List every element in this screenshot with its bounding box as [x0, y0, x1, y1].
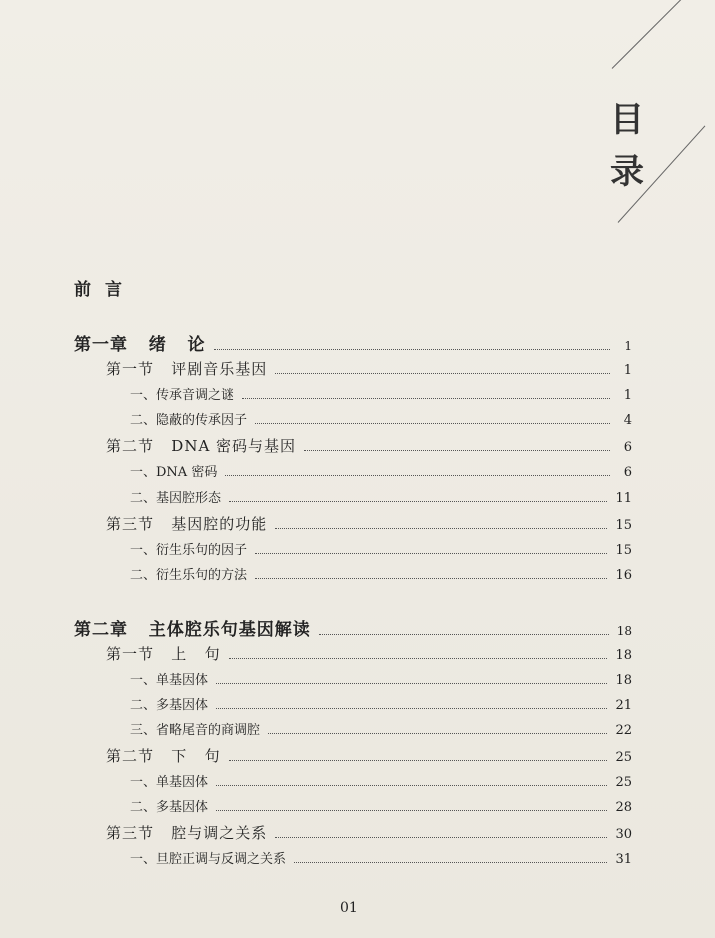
toc-entry-label: 第三节 基因腔的功能	[106, 515, 268, 533]
toc-entry-page: 1	[623, 363, 632, 378]
toc-entry-section[interactable]	[106, 822, 632, 843]
toc-entry-item[interactable]	[130, 771, 632, 790]
toc-entry-chapter-1[interactable]	[74, 330, 632, 355]
toc-entry-label: 第一节 评剧音乐基因	[106, 360, 268, 378]
toc-entry-label: 二、多基因体	[130, 800, 209, 815]
toc-entry-page: 18	[616, 624, 632, 638]
toc-entry-item[interactable]	[130, 487, 632, 506]
toc-entry-label: 一、旦腔正调与反调之关系	[130, 852, 287, 867]
toc-entry-label: 二、隐蔽的传承因子	[130, 413, 248, 428]
toc-entry-chapter-2[interactable]	[74, 615, 632, 640]
toc-entry-item[interactable]	[130, 694, 632, 713]
toc-entry-page: 18	[615, 673, 632, 688]
toc-entry-label: 二、基因腔形态	[130, 491, 222, 506]
toc-leader-dots	[268, 733, 607, 734]
toc-entry-page: 6	[623, 440, 632, 455]
toc-leader-dots	[225, 475, 610, 476]
toc-leader-dots	[216, 785, 607, 786]
toc-title-char-2: 录	[610, 152, 644, 192]
toc-entry-label: 第一章 绪 论	[74, 335, 206, 355]
toc-entry-page: 15	[615, 518, 632, 533]
toc-entry-page: 28	[615, 800, 632, 815]
toc-entry-item[interactable]	[130, 848, 632, 867]
toc-entry-section[interactable]	[106, 358, 632, 379]
toc-leader-dots	[319, 634, 609, 635]
toc-leader-dots	[304, 450, 610, 451]
toc-leader-dots	[255, 423, 610, 424]
toc-entry-page: 15	[615, 543, 632, 558]
toc-entry-label: 第三节 腔与调之关系	[106, 824, 268, 842]
toc-leader-dots	[275, 528, 607, 529]
toc-entry-page: 25	[615, 775, 632, 790]
toc-title-char-1: 目	[610, 100, 644, 140]
toc-entry-page: 4	[623, 413, 632, 428]
toc-entry-label: 第一节 上 句	[106, 645, 221, 663]
toc-entry-section[interactable]	[106, 513, 632, 534]
toc-entry-section[interactable]	[106, 643, 632, 664]
toc-entry-section[interactable]	[106, 745, 632, 766]
toc-entry-label: 一、DNA 密码	[130, 465, 218, 480]
toc-entry-item[interactable]	[130, 719, 632, 738]
toc-entry-item[interactable]	[130, 461, 632, 480]
toc-entry-label: 第二节 下 句	[106, 747, 221, 765]
toc-entry-page: 31	[615, 852, 632, 867]
toc-leader-dots	[229, 760, 608, 761]
toc-leader-dots	[255, 578, 607, 579]
toc-entry-label: 二、衍生乐句的方法	[130, 568, 248, 583]
toc-entry-item[interactable]	[130, 796, 632, 815]
toc-entry-item[interactable]	[130, 409, 632, 428]
toc-entry-page: 21	[615, 698, 632, 713]
toc-entry-item[interactable]	[130, 669, 632, 688]
toc-entry-label: 二、多基因体	[130, 698, 209, 713]
toc-leader-dots	[214, 349, 610, 350]
toc-entry-page: 30	[615, 827, 632, 842]
toc-leader-dots	[242, 398, 610, 399]
page-number: 01	[340, 900, 358, 916]
toc-entry-label: 第二节 DNA 密码与基因	[106, 437, 297, 455]
toc-entry-label: 一、单基因体	[130, 775, 209, 790]
toc-leader-dots	[229, 501, 607, 502]
toc-entry-label: 一、传承音调之谜	[130, 388, 235, 403]
toc-entry-page: 16	[615, 568, 632, 583]
toc-entry-item[interactable]	[130, 384, 632, 403]
toc-leader-dots	[216, 708, 607, 709]
toc-entry-page: 25	[615, 750, 632, 765]
toc-leader-dots	[275, 837, 607, 838]
toc-leader-dots	[255, 553, 607, 554]
toc-entry-page: 6	[623, 465, 632, 480]
decorative-line-top	[612, 0, 698, 69]
toc-entry-page: 11	[615, 491, 632, 506]
toc-leader-dots	[229, 658, 608, 659]
toc-entry-page: 1	[624, 339, 632, 353]
foreword-heading: 前言	[74, 280, 136, 300]
toc-entry-page: 1	[623, 388, 632, 403]
toc-entry-item[interactable]	[130, 564, 632, 583]
toc-entry-page: 22	[615, 723, 632, 738]
toc-entry-section[interactable]	[106, 435, 632, 456]
toc-entry-label: 一、衍生乐句的因子	[130, 543, 248, 558]
toc-entry-label: 一、单基因体	[130, 673, 209, 688]
toc-entry-label: 三、省略尾音的商调腔	[130, 723, 261, 738]
toc-leader-dots	[216, 683, 607, 684]
toc-entry-page: 18	[615, 648, 632, 663]
toc-leader-dots	[275, 373, 610, 374]
toc-leader-dots	[294, 862, 607, 863]
toc-entry-item[interactable]	[130, 539, 632, 558]
toc-leader-dots	[216, 810, 607, 811]
toc-entry-label: 第二章 主体腔乐句基因解读	[74, 620, 311, 640]
